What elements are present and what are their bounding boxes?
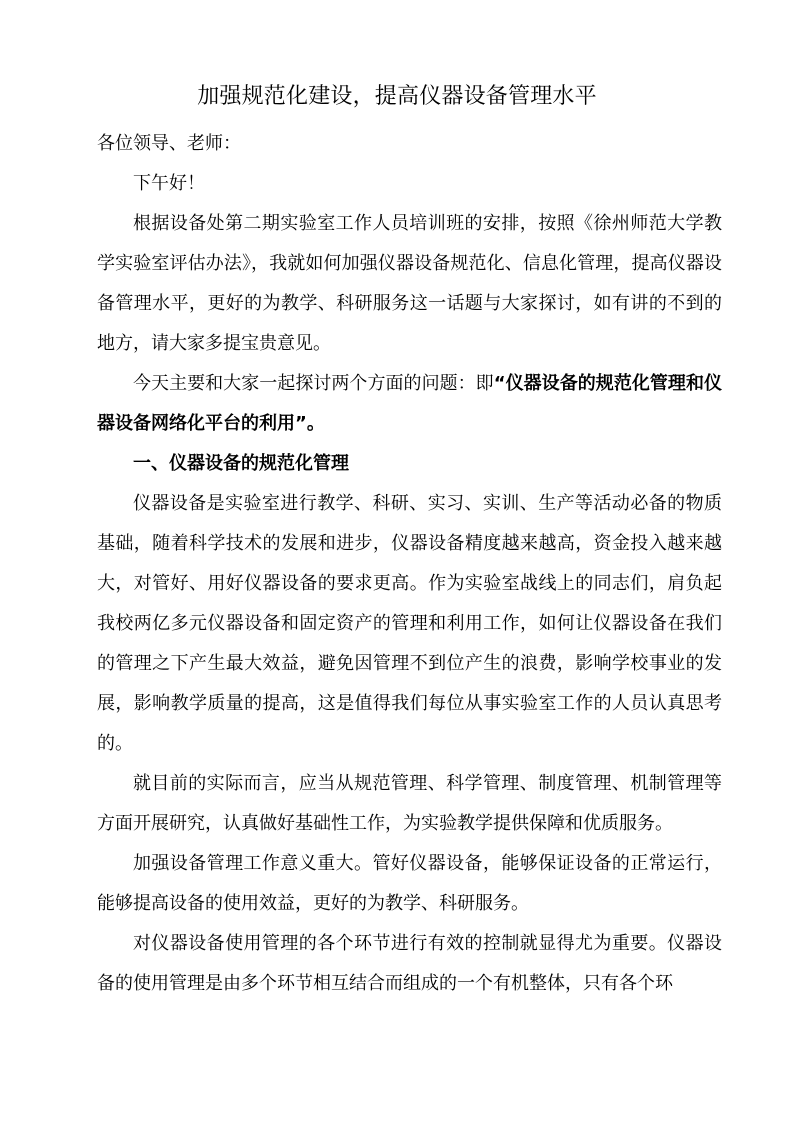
- salutation: 各位领导、老师：: [97, 133, 241, 154]
- paragraph-1: 仪器设备是实验室进行教学、科研、实习、实训、生产等活动必备的物质基础，随着科学技术的发展和进步，仪器设备精度越来越高，资金投入越来越大，对管好、用好仪器设备的要求更高。作为实验室战线上的同志们，肩负起我校两亿多元仪器设备和固定资产的管理和利用工作，如何让仪器设备在我们的管理之下产生最大效益，避免因管理不到位产生的浪费，影响学校事业的发展，影响教学质量的提高，这是值得我们每位从事实验室工作的人员认真思考的。: [97, 493, 722, 754]
- section-heading: 一、仪器设备的规范化管理: [133, 453, 349, 474]
- document-body: [97, 124, 722, 1004]
- document-title: 加强规范化建设，提高仪器设备管理水平: [197, 84, 597, 109]
- topic-bold: “仪器设备的规范化管理和仪器设备网络化平台的利用”。: [97, 373, 722, 434]
- paragraph-3: 加强设备管理工作意义重大。管好仪器设备，能够保证设备的正常运行，能够提高设备的使用效益，更好的为教学、科研服务。: [97, 853, 722, 914]
- greeting: 下午好！: [133, 173, 205, 194]
- intro-paragraph: 根据设备处第二期实验室工作人员培训班的安排，按照《徐州师范大学教学实验室评估办法》，我就如何加强仪器设备规范化、信息化管理，提高仪器设备管理水平，更好的为教学、科研服务这一话题与大家探讨，如有讲的不到的地方，请大家多提宝贵意见。: [97, 213, 722, 354]
- paragraph-2: 就目前的实际而言，应当从规范管理、科学管理、制度管理、机制管理等方面开展研究，认真做好基础性工作，为实验教学提供保障和优质服务。: [97, 773, 722, 834]
- topic-lead: 今天主要和大家一起探讨两个方面的问题：即: [133, 373, 494, 394]
- paragraph-4: 对仪器设备使用管理的各个环节进行有效的控制就显得尤为重要。仪器设备的使用管理是由多个环节相互结合而组成的一个有机整体，只有各个环: [97, 933, 722, 994]
- topic-paragraph: [97, 364, 722, 444]
